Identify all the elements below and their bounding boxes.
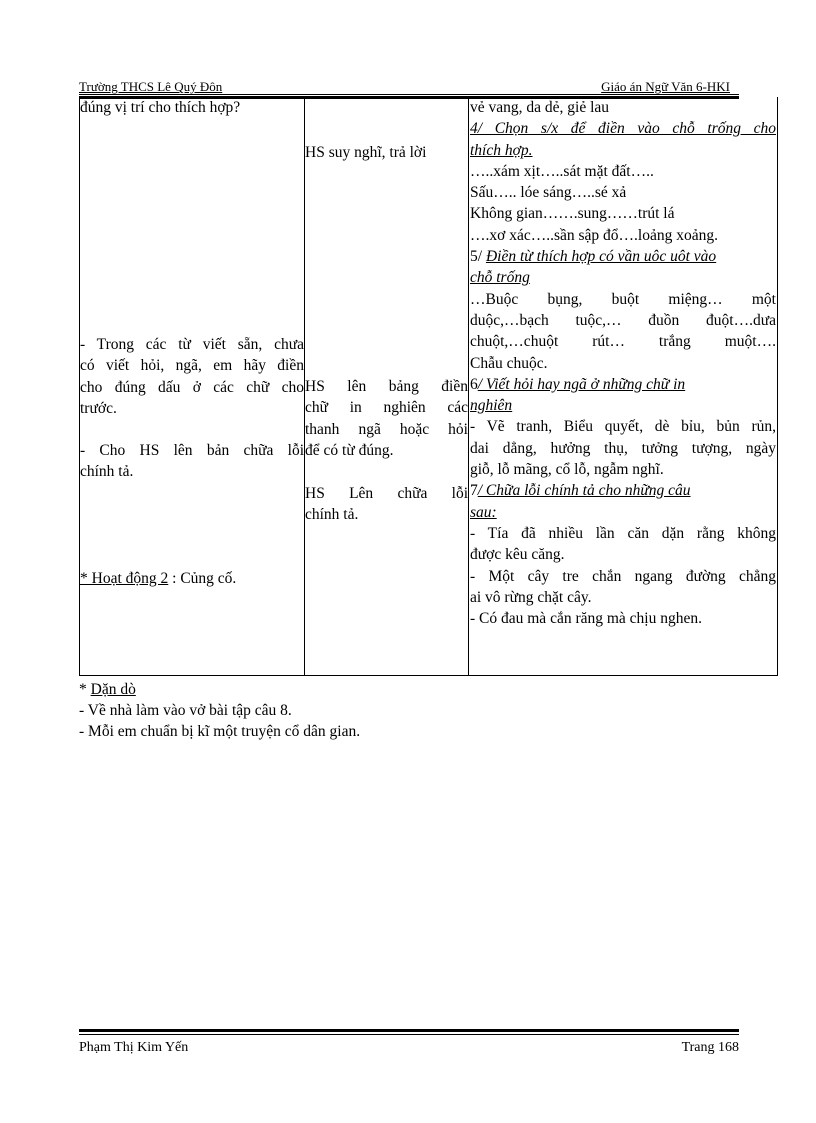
exercise-5-title [470,246,776,267]
exercise-5-number: 5/ [470,248,486,266]
exercise-6-title [470,374,776,395]
exercise-5-line: Chẫu chuộc. [470,354,548,372]
col2-r3-line: chính tả. [305,506,359,524]
exercise-5-line: …Buộc bụng, buột miệng… một [470,290,776,308]
author-name: Phạm Thị Kim Yến [79,1040,189,1055]
col1-top-line: đúng vị trí cho thích hợp? [80,99,241,116]
exercise-6-title-cont: nghiên [470,397,513,415]
exercise-4-title-cont: thích hợp. [470,141,533,159]
exercise-4-line: …..xám xịt…..sát mặt đất….. [470,162,654,180]
exercise-7-line: được kêu căng. [470,546,565,564]
activity-2-label: * Hoạt động 2 [80,570,169,587]
col1-correction-task [80,440,304,483]
school-name: Trường THCS Lê Quý Đôn [79,79,223,94]
col1-p2-line: chính tả. [80,463,134,481]
footer-rule-thick [79,1029,739,1032]
exercise-7-line: - Một cây tre chắn ngang đường chẳng [470,567,776,585]
exercise-6-title-text: / Viết hỏi hay ngã ở những chữ in [477,375,686,393]
page-header [79,79,739,94]
col3-line-1: vẻ vang, da dẻ, giẻ lau [470,99,610,116]
col2-r2-line: chữ in nghiên các [305,399,468,417]
exercise-7-line: - Có đau mà cắn răng mà chịu nghen. [470,610,702,628]
table-border-bottom [79,675,778,676]
homework-label: Dặn dò [90,681,136,698]
col2-r2-line: HS lên bảng điền [305,378,468,395]
header-rule-thin [79,94,739,95]
subject-title: Giáo án Ngữ Văn 6-HKI [601,79,730,94]
exercise-4-title: 4/ Chọn s/x để điền vào chỗ trống cho [470,120,776,138]
col2-r3-line: HS Lên chữa lỗi [305,485,468,502]
exercise-7-number: 7 [470,482,478,500]
col1-p1-line: trước. [80,399,117,417]
activity-2 [80,568,304,589]
exercise-4-line: Sấu….. lóe sáng…..sé xả [470,184,627,202]
col1-p1-line: - Trong các từ viết sẵn, chưa [80,336,304,353]
col1-p1-line: cho đúng dấu ở các chữ cho [80,378,304,396]
col2-response-3 [305,483,468,526]
activity-2-text: : Củng cố. [168,570,237,587]
exercise-5-line: chuột,…chuột rút… trắng muột…. [470,333,776,351]
col3-content [470,97,776,629]
exercise-4-line: ….xơ xác…..sần sập đổ….loảng xoảng. [470,226,718,244]
exercise-7-line: - Tía đã nhiều lần căn dặn rằng không [470,524,776,542]
exercise-7-line: ai vô rừng chặt cây. [470,588,592,606]
exercise-5-line: duộc,…bạch tuộc,… đuồn đuột….dưa [470,311,776,329]
exercise-7-title-text: / Chữa lỗi chính tả cho những câu [477,482,691,500]
exercise-4-line: Không gian…….sung……trút lá [470,205,675,223]
table-divider-2 [468,97,469,676]
exercise-6-number: 6 [470,375,478,393]
page-number: Trang 168 [681,1040,739,1055]
exercise-5-title-text: Điền từ thích hợp có vần uôc uôt vào [485,248,717,266]
homework-heading [79,679,360,700]
col2-r2-line: để có từ đúng. [305,441,394,459]
col1-p1-line: có viết hỏi, ngã, em hãy điền [80,357,304,375]
homework-item: - Về nhà làm vào vở bài tập câu 8. [79,702,292,719]
col1-instruction [80,334,304,419]
col2-r2-line: thanh ngã hoặc hỏi [305,420,468,438]
exercise-5-title-cont: chỗ trống [470,269,530,287]
exercise-6-line: giỗ, lỗ mãng, cổ lỗ, ngẫm nghĩ. [470,461,664,479]
col2-response-1: HS suy nghĩ, trả lời [305,144,427,161]
homework-section [79,679,360,742]
footer-rule-thin [79,1034,739,1035]
table-border-right [777,97,778,676]
homework-item: - Mỗi em chuẩn bị kĩ một truyện cổ dân gian. [79,723,361,740]
col1-p2-line: - Cho HS lên bản chữa lỗi [80,442,304,459]
exercise-7-title-cont: sau: [470,503,497,521]
exercise-6-line: - Vẽ tranh, Biểu quyết, dè bỉu, bủn rủn, [470,418,776,436]
exercise-7-title [470,480,776,501]
exercise-6-line: dai dẳng, hưởng thụ, tưởng tượng, ngày [470,439,776,457]
lesson-table [79,97,778,676]
homework-prefix: * [79,681,91,698]
col2-response-2 [305,376,468,461]
